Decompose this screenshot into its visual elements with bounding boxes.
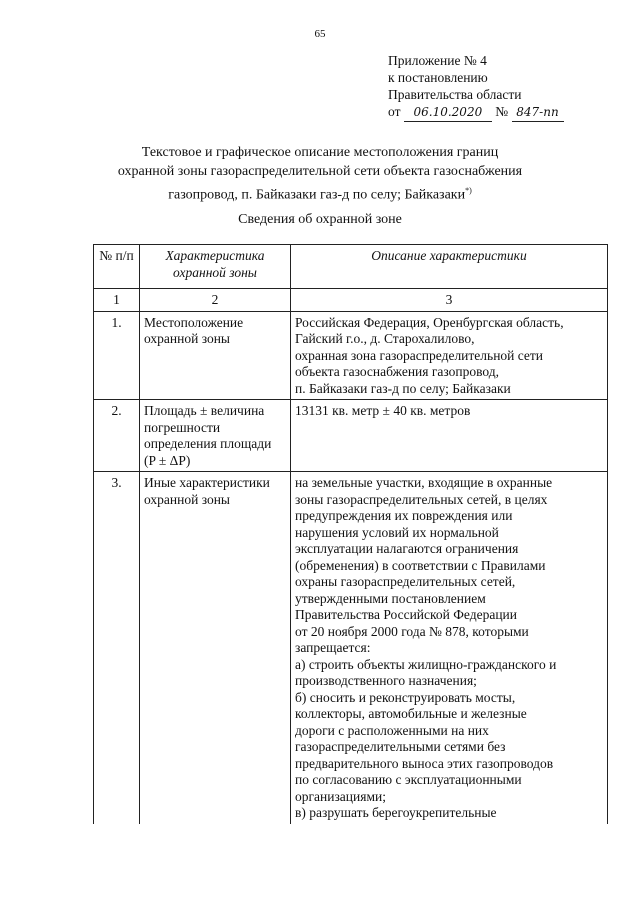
- header-characteristic: Характеристика охранной зоны: [140, 245, 291, 289]
- description-line: объекта газоснабжения газопровод,: [295, 364, 499, 379]
- description-line: нарушения условий их нормальной: [295, 524, 499, 540]
- document-title: [0, 143, 640, 205]
- header-description: Описание характеристики: [291, 245, 608, 289]
- description-line: организациями;: [295, 788, 386, 804]
- row-number: 3.: [94, 472, 140, 824]
- description-line: эксплуатации налагаются ограничения: [295, 541, 519, 556]
- handwritten-date: 06.10.2020: [404, 104, 492, 122]
- description-line: дороги с расположенными на них: [295, 722, 489, 738]
- description-line: производственного назначения;: [295, 673, 477, 688]
- handwritten-number: 847-пп: [512, 104, 564, 122]
- description-line: Гайский г.о., д. Старохалилово,: [295, 331, 475, 346]
- description-line: а) строить объекты жилищно-гражданского и: [295, 656, 557, 672]
- description-line: на земельные участки, входящие в охранные: [295, 475, 553, 490]
- title-line-3-text: газопровод, п. Байказаки газ-д по селу; Байказаки: [168, 187, 466, 203]
- description-line: Российская Федерация, Оренбургская область,: [295, 314, 564, 330]
- appendix-line-1: Приложение № 4: [388, 53, 487, 68]
- appendix-date-line: [388, 103, 564, 122]
- title-line-3: [0, 181, 640, 205]
- table-row: [94, 472, 608, 824]
- description-line: коллекторы, автомобильные и железные: [295, 706, 527, 721]
- row-characteristic: Площадь ± величина погрешности определения площади (P ± ΔP): [140, 400, 291, 472]
- section-title: Сведения об охранной зоне: [238, 212, 402, 227]
- description-line: охранная зона газораспределительной сети: [295, 347, 544, 363]
- description-line: зоны газораспределительных сетей, в целях: [295, 491, 548, 507]
- description-line: п. Байказаки газ-д по селу; Байказаки: [295, 380, 511, 396]
- appendix-line-3: Правительства области: [388, 87, 522, 102]
- header-number: № п/п: [94, 245, 140, 289]
- title-line-1: Текстовое и графическое описание местоположения границ: [141, 145, 499, 160]
- table-header-row: [94, 245, 608, 289]
- row-characteristic: Иные характеристики охранной зоны: [140, 472, 291, 824]
- appendix-line-2: к постановлению: [388, 70, 488, 85]
- description-line: 13131 кв. метр ± 40 кв. метров: [295, 403, 471, 418]
- column-number-2: 2: [140, 289, 291, 312]
- page-number: 65: [314, 28, 326, 40]
- row-description: [291, 400, 608, 472]
- description-line: предупреждения их повреждения или: [295, 508, 513, 523]
- column-number-3: 3: [291, 289, 608, 312]
- description-line: утвержденными постановлением: [295, 590, 486, 606]
- table-column-number-row: [94, 289, 608, 312]
- row-description: [291, 472, 608, 824]
- table-row: [94, 311, 608, 400]
- description-line: предварительного выноса этих газопроводов: [295, 755, 554, 771]
- description-line: газораспределительными сетями без: [295, 739, 506, 754]
- description-line: по согласованию с эксплуатационными: [295, 772, 522, 787]
- table-row: [94, 400, 608, 472]
- protection-zone-table: [93, 244, 608, 824]
- row-number: 2.: [94, 400, 140, 472]
- column-number-1: 1: [94, 289, 140, 312]
- description-line: охраны газораспределительных сетей,: [295, 574, 516, 589]
- row-description: [291, 311, 608, 400]
- row-characteristic: Местоположение охранной зоны: [140, 311, 291, 400]
- row-number: 1.: [94, 311, 140, 400]
- appendix-header: [388, 52, 564, 122]
- description-line: от 20 ноября 2000 года № 878, которыми: [295, 623, 529, 639]
- description-line: б) сносить и реконструировать мосты,: [295, 689, 516, 705]
- description-line: Правительства Российской Федерации: [295, 607, 517, 622]
- title-line-2: охранной зоны газораспределительной сети объекта газоснабжения: [117, 164, 523, 179]
- from-label: от: [388, 104, 401, 119]
- description-line: в) разрушать берегоукрепительные: [295, 805, 497, 820]
- number-label: №: [495, 104, 509, 119]
- description-line: запрещается:: [295, 640, 371, 655]
- footnote-mark: *): [465, 186, 472, 195]
- description-line: (обременения) в соответствии с Правилами: [295, 557, 546, 573]
